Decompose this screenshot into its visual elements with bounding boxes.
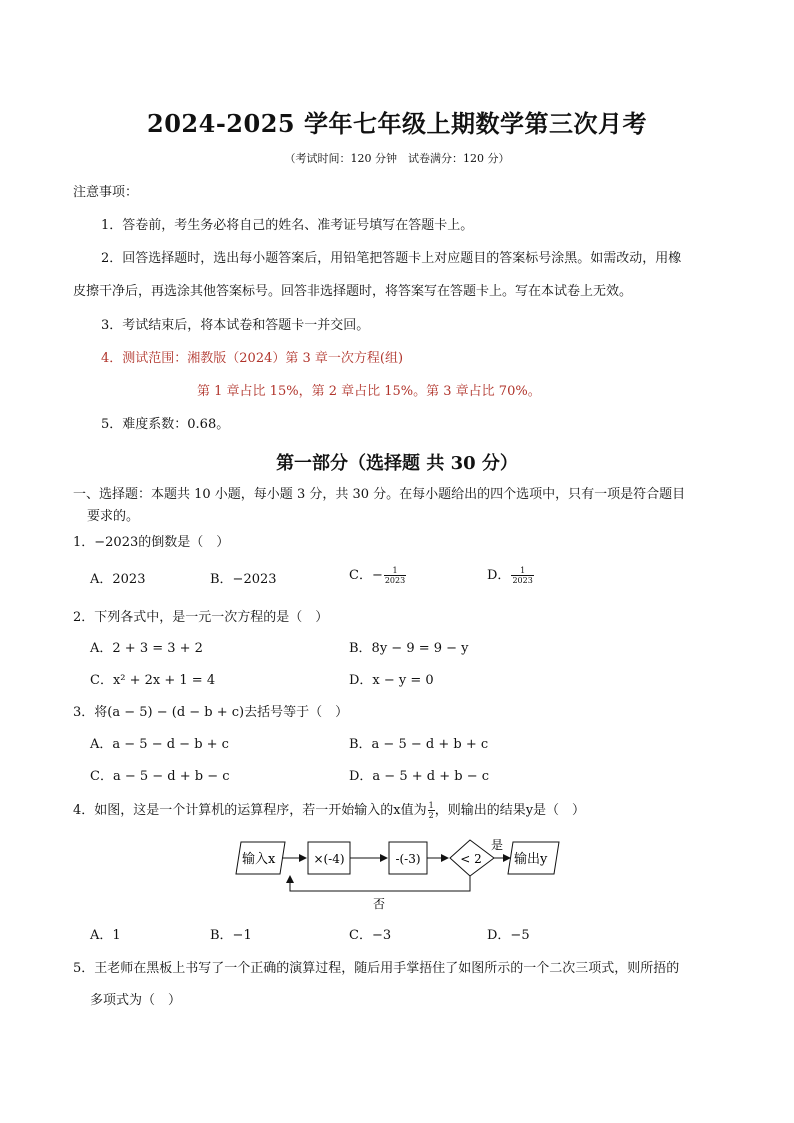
q2-option-a: A．2 + 3 = 3 + 2 (90, 641, 203, 656)
notice-heading: 注意事项： (73, 185, 139, 200)
fraction-numerator: 1 (511, 566, 533, 576)
notice-item-2-line-2: 皮擦干净后，再选涂其他答案标号。回答非选择题时，将答案写在答题卡上。写在本试卷上无效。 (73, 284, 633, 299)
q1-option-d-prefix: D． (487, 568, 511, 583)
flow-multiply-label: ×(-4) (313, 852, 345, 866)
fraction-denominator: 2023 (384, 576, 406, 585)
fraction-denominator: 2023 (512, 576, 533, 585)
section-title: 第一部分（选择题 共 30 分） (276, 453, 518, 474)
q2-option-d: D．x − y = 0 (349, 673, 434, 688)
page-title: 2024-2025 学年七年级上期数学第三次月考 (147, 109, 647, 138)
q4-option-d: D．−5 (487, 928, 530, 943)
flow-input-label: 输入x (242, 852, 276, 867)
q4-stem-suffix: ，则输出的结果y是（ ） (434, 803, 586, 818)
q3-option-c: C．a − 5 − d + b − c (90, 769, 230, 784)
q2-stem: 2．下列各式中，是一元一次方程的是（ ） (73, 610, 329, 625)
fraction-numerator: 1 (428, 801, 434, 810)
q4-stem-prefix: 4．如图，这是一个计算机的运算程序，若一开始输入的x值为 (73, 803, 427, 818)
flow-yes-label: 是 (491, 838, 504, 852)
flow-output-label: 输出y (514, 852, 548, 867)
q1-option-b: B．−2023 (210, 572, 277, 587)
flow-no-label: 否 (372, 897, 386, 911)
q5-stem-line-2: 多项式为（ ） (90, 993, 182, 1008)
fraction-denominator: 2 (428, 811, 434, 820)
flow-loop-arrow (290, 876, 470, 891)
notice-item-1: 1．答卷前，考生务必将自己的姓名、准考证号填写在答题卡上。 (101, 218, 474, 233)
q2-option-c: C．x² + 2x + 1 = 4 (90, 673, 216, 688)
q1-option-c-prefix: C．− (349, 568, 383, 583)
notice-item-5: 5．难度系数：0.68。 (101, 417, 230, 432)
q3-stem: 3．将(a − 5) − (d − b + c)去括号等于（ ） (73, 705, 349, 720)
q2-option-b: B．8y − 9 = 9 − y (349, 641, 469, 656)
flow-condition-label: < 2 (460, 852, 482, 866)
notice-item-3: 3．考试结束后，将本试卷和答题卡一并交回。 (101, 318, 370, 333)
q1-stem: 1．−2023的倒数是（ ） (73, 535, 230, 550)
q3-option-b: B．a − 5 − d + b + c (349, 737, 489, 752)
section-instruction-line-1: 一、选择题：本题共 10 小题，每小题 3 分，共 30 分。在每小题给出的四个选项中，只有一项是符合题目 (73, 487, 686, 502)
q3-option-d: D．a − 5 + d + b − c (349, 769, 489, 784)
notice-item-4: 4．测试范围：湘教版（2024）第 3 章一次方程(组) (101, 351, 404, 366)
notice-item-4-ratio: 第 1 章占比 15%，第 2 章占比 15%。第 3 章占比 70%。 (197, 384, 541, 399)
exam-info: （考试时间：120 分钟 试卷满分：120 分） (284, 152, 510, 165)
q1-option-a: A．2023 (90, 572, 146, 587)
q3-option-a: A．a − 5 − d − b + c (90, 737, 229, 752)
fraction-numerator: 1 (384, 566, 406, 576)
q5-stem-line-1: 5．王老师在黑板上书写了一个正确的演算过程，随后用手掌捂住了如图所示的一个二次三项式，则所捂的 (73, 961, 680, 976)
q4-option-b: B．−1 (210, 928, 252, 943)
q4-option-c: C．−3 (349, 928, 392, 943)
notice-item-2-line-1: 2．回答选择题时，选出每小题答案后，用铅笔把答题卡上对应题目的答案标号涂黑。如需改动，用橡 (101, 251, 682, 266)
section-instruction-line-2: 要求的。 (87, 509, 140, 524)
q4-option-a: A．1 (90, 928, 121, 943)
flow-subtract-label: -(-3) (395, 852, 421, 866)
